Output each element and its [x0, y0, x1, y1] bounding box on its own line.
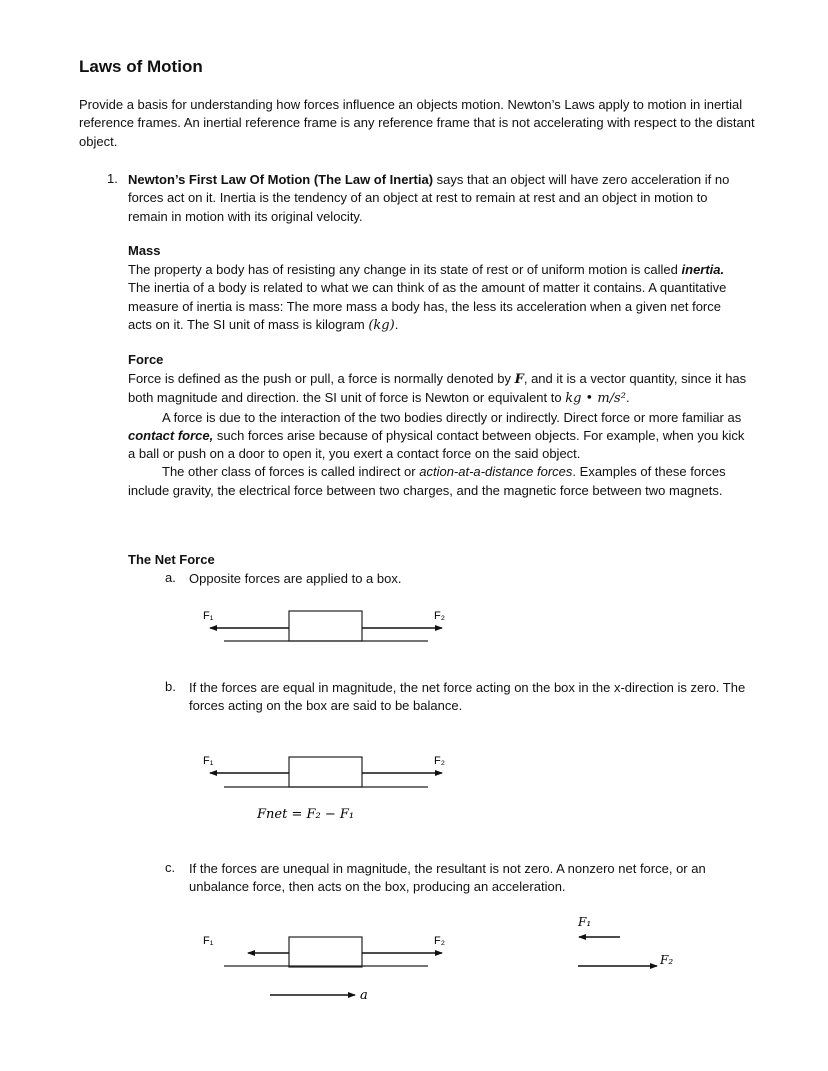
force-p2-b: such forces arise because of physical contact between objects. For example, when you kick a ball or push on a door to open it, you exert a contact force on the said object. [128, 427, 745, 462]
force-p3-a: The other class of forces is called indirect or [162, 464, 420, 480]
diagram-a [203, 610, 445, 641]
vector-f2-label: F₂ [660, 953, 674, 967]
mass-end: . [394, 316, 399, 332]
f2-label: F₂ [434, 935, 445, 947]
item-b-text: If the forces are equal in magnitude, the net force acting on the box in the x-direction is zero. The forces acting on the box are said to be balance. [189, 680, 746, 714]
diagram-b [203, 755, 445, 822]
diagram-c [203, 915, 673, 1003]
item-c-text: If the forces are unequal in magnitude, the resultant is not zero. A nonzero net force, or an unbalance force, then acts on the box, producing an acceleration. [189, 861, 706, 895]
contact-force-emphasis: contact force, [128, 427, 214, 443]
net-force-heading: The Net Force [128, 552, 215, 567]
force-symbol: F [514, 372, 524, 387]
force-heading: Force [128, 352, 164, 367]
f2-label: F₂ [434, 755, 445, 767]
mass-heading: Mass [128, 243, 161, 258]
force-unit: kg • m/s² [565, 391, 626, 407]
first-law-text: says that an object will have zero acceleration if no forces act on it. Inertia is the tendency of an object at rest to remain at rest and an object in motion to remain in motion with its original velocity. [128, 172, 730, 224]
list-number: 1. [107, 171, 118, 186]
box [289, 937, 362, 967]
item-a-text: Opposite forces are applied to a box. [189, 571, 402, 586]
item-a-letter: a. [165, 570, 176, 585]
box [289, 611, 362, 641]
acceleration-label: a [360, 988, 368, 1003]
action-at-distance-emphasis: action-at-a-distance forces [419, 464, 573, 480]
kg-unit: (kg) [368, 317, 395, 333]
f1-label: F₁ [203, 935, 214, 947]
force-p1-a: Force is defined as the push or pull, a force is normally denoted by [128, 371, 515, 386]
item-c-letter: c. [165, 860, 176, 875]
force-p1-end: . [625, 390, 630, 406]
page-title: Laws of Motion [79, 57, 203, 76]
force-p1-b: , and it is a vector quantity, since it has both magnitude and direction. the SI unit of force is Newton or equivalent to [128, 371, 747, 406]
force-p3-b: . Examples of these forces include gravity, the electrical force between two charges, and the magnetic force between two magnets. [128, 464, 726, 498]
f1-label: F₁ [203, 755, 214, 767]
f2-label: F₂ [434, 610, 445, 622]
inertia-emphasis: inertia. [681, 262, 725, 277]
first-law-title: Newton’s First Law Of Motion (The Law of Inertia) [128, 172, 434, 187]
box [289, 757, 362, 787]
item-b-letter: b. [165, 679, 176, 694]
f1-label: F₁ [203, 610, 214, 622]
mass-text-1: The property a body has of resisting any change in its state of rest or of uniform motion is called [128, 262, 682, 277]
net-force-equation: Fnet = F₂ − F₁ [257, 807, 355, 822]
force-p2-a: A force is due to the interaction of the two bodies directly or indirectly. Direct force or more familiar as [162, 409, 742, 425]
vector-f1-label: F₁ [578, 915, 592, 929]
mass-text-2: The inertia of a body is related to what we can think of as the amount of matter it contains. A quantitative measure of inertia is mass: The more mass a body has, the less its acceleration when a given net force acts on it. The SI unit of mass is kilogram [128, 280, 727, 332]
intro-paragraph: Provide a basis for understanding how forces influence an objects motion. Newton’s Laws apply to motion in inertial reference frames. An inertial reference frame is any reference frame that is not accelerating with respect to the distant object. [79, 97, 755, 149]
